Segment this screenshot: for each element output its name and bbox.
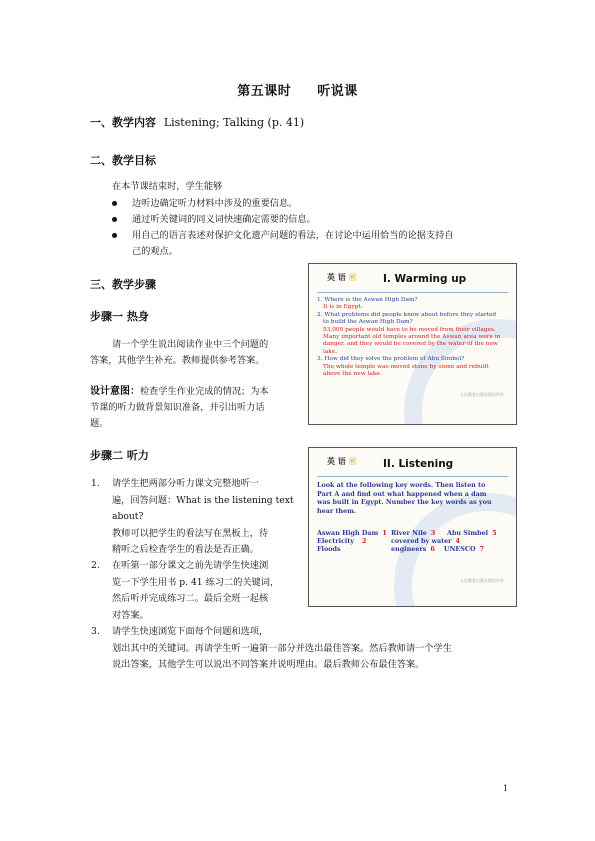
slide-logo: 英 语 ㊗ xyxy=(327,456,357,466)
section-heading: 一、教学内容 xyxy=(90,116,156,129)
design-intent-line: 节课的听力做背景知识准备，并引出听力话 xyxy=(90,402,265,413)
slide-questions: 1. Where is the Aswan High Dam? It is in Egypt. 2. What problems did people know about before they started to build the Aswan High Dam? 53,000 people would have to be moved from their villages. Many important old temples around the Aswan area were in danger, and they would be covered by the water of the new lake. 3. How did they solve the problem of Abu Simbel? The whole temple was moved stone by stone and rebuilt above the new lake. xyxy=(317,297,501,378)
slide-instruction: Look at the following key words. Then listen to Part A and find out what happened when a dam was built in Egypt. Number the key words as you hear them. xyxy=(317,481,492,515)
section-teaching-goals-heading: 二、教学目标 xyxy=(90,154,156,167)
keyword-electricity: Electricity 2 xyxy=(317,537,367,545)
keyword-aswan-high-dam: Aswan High Dam 1 xyxy=(317,529,387,537)
slide-listening xyxy=(308,447,517,607)
section-teaching-content xyxy=(90,114,304,130)
keyword-river-nile: River Nile 3 xyxy=(391,529,436,537)
bullet-dot-icon xyxy=(112,201,117,206)
title-part-2: 听说课 xyxy=(317,84,358,99)
slide-warming-up xyxy=(308,263,517,425)
bullet-dot-icon xyxy=(112,217,117,222)
section-teaching-steps-heading: 三、教学步骤 xyxy=(90,278,156,291)
step1-design-intent: 设计意图：检查学生作业完成的情况；为本 xyxy=(90,386,269,397)
step1-para-line: 请一个学生说出阅读作业中三个问题的 xyxy=(112,339,269,350)
design-intent-line: 题。 xyxy=(90,418,109,429)
slide-logo: 英 语 ㊗ xyxy=(327,272,357,282)
slide-title: I. Warming up xyxy=(383,273,467,285)
logo-mark-icon: ㊗ xyxy=(348,457,357,466)
page-title xyxy=(0,80,595,99)
slide-publisher: 人民教育出版社版权所有 xyxy=(460,578,504,583)
keyword-abu-simbel: Abu Simbel 5 xyxy=(447,529,497,537)
step2-heading: 步骤二 听力 xyxy=(90,449,149,462)
slide-title: II. Listening xyxy=(383,458,454,470)
logo-mark-icon: ㊗ xyxy=(348,273,357,282)
keyword-unesco: UNESCO 7 xyxy=(444,545,485,553)
step1-para-line: 答案，其他学生补充。教师提供参考答案。 xyxy=(90,355,265,366)
section-content: Listening; Talking (p. 41) xyxy=(163,116,305,129)
keyword-engineers: engineers 6 xyxy=(391,545,435,553)
keyword-floods: Floods xyxy=(317,545,341,553)
goals-intro: 在本节课结束时，学生能够 xyxy=(112,181,223,192)
slide-divider xyxy=(317,292,508,293)
step1-heading: 步骤一 热身 xyxy=(90,310,149,323)
page-number: 1 xyxy=(503,784,509,793)
bullet-dot-icon xyxy=(112,233,117,238)
slide-divider xyxy=(317,476,508,477)
keyword-covered-by-water: covered by water 4 xyxy=(391,537,460,545)
slide-publisher: 人民教育出版社版权所有 xyxy=(460,392,504,397)
title-part-1: 第五课时 xyxy=(237,84,292,99)
